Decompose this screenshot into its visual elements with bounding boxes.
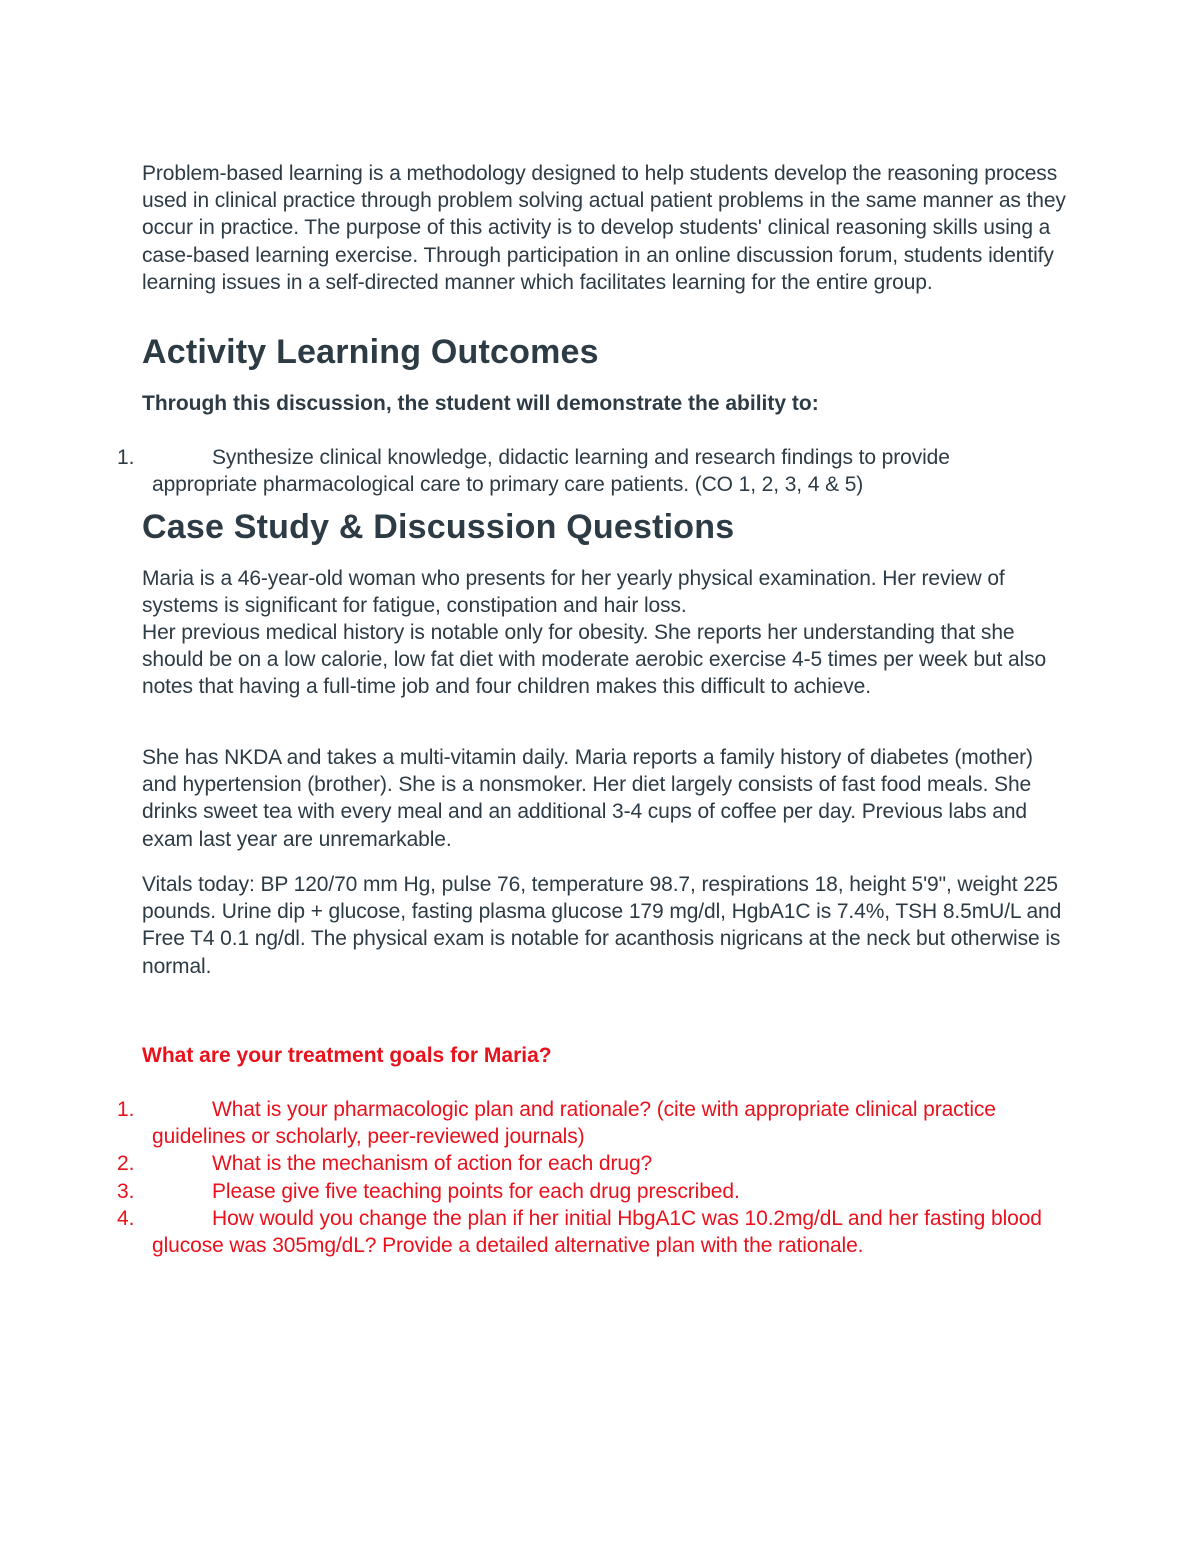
- list-item: [0, 1096, 1052, 1150]
- list-item-text: What is your pharmacologic plan and rationale? (cite with appropriate clinical practice guidelines or scholarly, peer-reviewed journals): [152, 1098, 996, 1149]
- list-number: 1.: [117, 446, 135, 469]
- case-paragraph-2: She has NKDA and takes a multi-vitamin daily. Maria reports a family history of diabetes (mother) and hypertension (brother). She is a nonsmoker. Her diet largely consists of fast food meals. She drinks sweet tea with every meal and an additional 3-4 cups of coffee per day. Previous labs and exam last year are unremarkable.: [142, 746, 1033, 851]
- outcomes-heading: Activity Learning Outcomes: [142, 333, 599, 371]
- questions-list: [0, 1096, 1100, 1259]
- list-item: [0, 1205, 1052, 1259]
- intro-paragraph: Problem-based learning is a methodology designed to help students develop the reasoning process used in clinical practice through problem solving actual patient problems in the same manner as they occur in practice. The purpose of this activity is to develop students' clinical reasoning skills using a case-based learning exercise. Through participation in an online discussion forum, students identify learning issues in a self-directed manner which facilitates learning for the entire group.: [142, 162, 1066, 294]
- case-paragraph-1b: Her previous medical history is notable only for obesity. She reports her understanding that she should be on a low calorie, low fat diet with moderate aerobic exercise 4-5 times per week but also notes that having a full-time job and four children makes this difficult to achieve.: [142, 621, 1047, 699]
- list-item-text: What is the mechanism of action for each drug?: [212, 1152, 653, 1176]
- outcomes-subheading: Through this discussion, the student will demonstrate the ability to:: [142, 392, 819, 415]
- case-paragraph-1a: Maria is a 46-year-old woman who presents for her yearly physical examination. Her review of systems is significant for fatigue, constipation and hair loss.: [142, 567, 1005, 618]
- list-number: 1.: [117, 1098, 135, 1121]
- list-item: [0, 1178, 1052, 1205]
- list-number: 2.: [117, 1152, 135, 1176]
- list-item: [0, 444, 1052, 498]
- list-item-text: How would you change the plan if her initial HbgA1C was 10.2mg/dL and her fasting blood glucose was 305mg/dL? Provide a detailed alternative plan with the rationale.: [152, 1206, 1042, 1258]
- questions-heading: What are your treatment goals for Maria?: [142, 1044, 552, 1067]
- list-number: 3.: [117, 1179, 135, 1203]
- case-heading: Case Study & Discussion Questions: [142, 508, 735, 546]
- list-item-text: Please give five teaching points for each drug prescribed.: [212, 1179, 740, 1203]
- case-paragraph-3: Vitals today: BP 120/70 mm Hg, pulse 76, temperature 98.7, respirations 18, height 5'9", weight 225 pounds. Urine dip + glucose, fasting plasma glucose 179 mg/dl, HgbA1C is 7.4%, TSH 8.5mU/L and Free T4 0.1 ng/dl. The physical exam is notable for acanthosis nigricans at the neck but otherwise is normal.: [142, 873, 1062, 978]
- list-number: 4.: [117, 1206, 135, 1230]
- list-item-text: Synthesize clinical knowledge, didactic learning and research findings to provide appropriate pharmacological care to primary care patients. (CO 1, 2, 3, 4 & 5): [152, 446, 950, 497]
- list-item: [0, 1150, 1052, 1177]
- outcomes-list: [0, 444, 1100, 498]
